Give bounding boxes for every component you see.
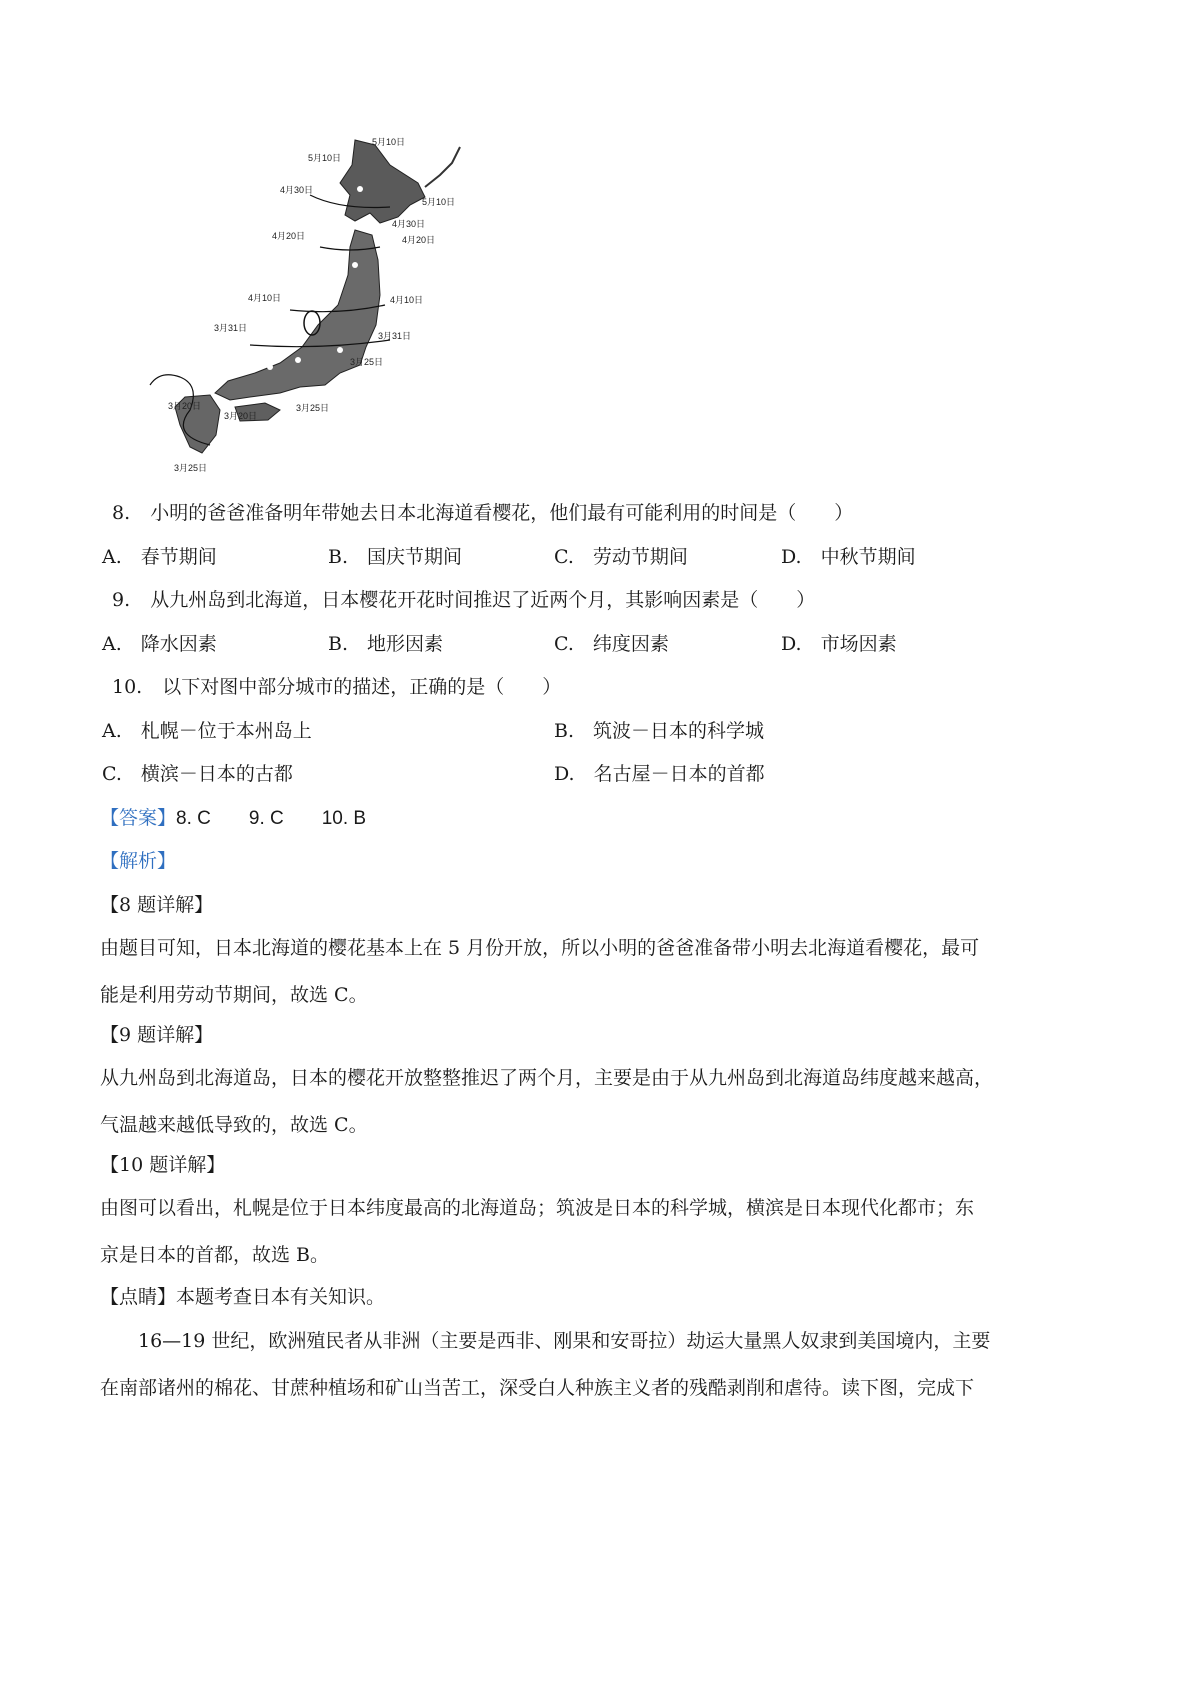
map-date-label: 3月20日: [168, 401, 202, 411]
kuril-islands: [425, 147, 460, 187]
answer-item: 8. C: [176, 808, 211, 829]
detail-10-title: 【10 题详解】: [100, 1154, 226, 1176]
detail-line: 能是利用劳动节期间，故选 C。: [100, 984, 368, 1006]
map-date-label: 5月10日: [372, 137, 406, 147]
detail-8-body: [100, 925, 1085, 1019]
map-date-label: 3月25日: [296, 403, 330, 413]
map-date-label: 5月10日: [308, 153, 342, 163]
detail-9-title: 【9 题详解】: [100, 1024, 214, 1046]
option-a: A. 春节期间: [102, 546, 217, 568]
option-d: D. 市场因素: [781, 633, 897, 655]
mountain-outline: [304, 311, 320, 335]
map-date-label: 4月10日: [390, 295, 424, 305]
map-date-label: 4月10日: [248, 293, 282, 303]
city-dot: [267, 364, 273, 370]
comment-line: [100, 1282, 385, 1312]
city-dot: [357, 186, 363, 192]
detail-line: 从九州岛到北海道岛，日本的樱花开放整整推迟了两个月，主要是由于从九州岛到北海道岛纬度越来越高，: [100, 1067, 994, 1089]
option-a: A. 降水因素: [102, 633, 217, 655]
passage-line: 16—19 世纪，欧洲殖民者从非洲（主要是西非、刚果和安哥拉）劫运大量黑人奴隶到美国境内，主要: [100, 1330, 991, 1352]
question-number: 10.: [112, 676, 143, 698]
option-c: C. 劳动节期间: [554, 546, 688, 568]
question-9: [112, 585, 815, 615]
map-date-label: 5月10日: [422, 197, 456, 207]
map-date-label: 3月25日: [174, 463, 208, 473]
map-date-label: 4月20日: [272, 231, 306, 241]
answer-tag: 【答案】: [100, 807, 177, 829]
detail-line: 气温越来越低导致的，故选 C。: [100, 1114, 368, 1136]
option-a: A. 札幌－位于本州岛上: [102, 720, 312, 742]
answer-item: 9. C: [248, 808, 284, 829]
question-text: 从九州岛到北海道，日本樱花开花时间推迟了近两个月，其影响因素是（ ）: [150, 589, 816, 611]
question-text: 以下对图中部分城市的描述，正确的是（ ）: [162, 676, 562, 698]
option-d: D. 中秋节期间: [781, 546, 916, 568]
detail-line: 由题目可知，日本北海道的樱花基本上在 5 月份开放，所以小明的爸爸准备带小明去北海道看樱花，最可: [100, 937, 980, 959]
hokkaido-island: [340, 140, 425, 223]
city-dot: [295, 357, 301, 363]
option-b: B. 筑波－日本的科学城: [554, 720, 765, 742]
option-b: B. 地形因素: [328, 633, 444, 655]
detail-line: 由图可以看出，札幌是位于日本纬度最高的北海道岛；筑波是日本的科学城，横滨是日本现代化都市；东: [100, 1197, 975, 1219]
honshu-island: [215, 230, 380, 400]
detail-line: 京是日本的首都，故选 B。: [100, 1244, 330, 1266]
analysis-tag: 【解析】: [100, 850, 177, 872]
map-date-label: 4月30日: [280, 185, 314, 195]
comment-tag: 【点睛】: [100, 1286, 177, 1308]
map-date-label: 3月31日: [214, 323, 248, 333]
detail-9-body: [100, 1055, 1085, 1149]
map-date-label: 3月31日: [378, 331, 412, 341]
option-c: C. 纬度因素: [554, 633, 669, 655]
option-b: B. 国庆节期间: [328, 546, 463, 568]
answer-line: [100, 803, 366, 834]
option-c: C. 横滨－日本的古都: [102, 763, 293, 785]
question-8: [112, 498, 853, 528]
answer-item: 10. B: [321, 808, 367, 829]
city-dot: [337, 347, 343, 353]
map-date-label: 4月20日: [402, 235, 436, 245]
passage: [100, 1318, 1085, 1412]
detail-10-body: [100, 1185, 1085, 1279]
question-text: 小明的爸爸准备明年带她去日本北海道看樱花，他们最有可能利用的时间是（ ）: [150, 502, 854, 524]
question-number: 8.: [112, 502, 131, 524]
japan-cherry-blossom-map: [140, 135, 480, 525]
detail-8-title: 【8 题详解】: [100, 894, 214, 916]
question-number: 9.: [112, 589, 131, 611]
question-10: [112, 672, 561, 702]
map-date-label: 4月30日: [392, 219, 426, 229]
map-date-label: 3月25日: [350, 357, 384, 367]
passage-line: 在南部诸州的棉花、甘蔗种植场和矿山当苦工，深受白人种族主义者的残酷剥削和虐待。读下图，完成下: [100, 1377, 975, 1399]
city-dot: [352, 262, 358, 268]
option-d: D. 名古屋－日本的首都: [554, 763, 765, 785]
comment-text: 本题考查日本有关知识。: [176, 1286, 386, 1308]
map-date-label: 3月20日: [224, 411, 258, 421]
